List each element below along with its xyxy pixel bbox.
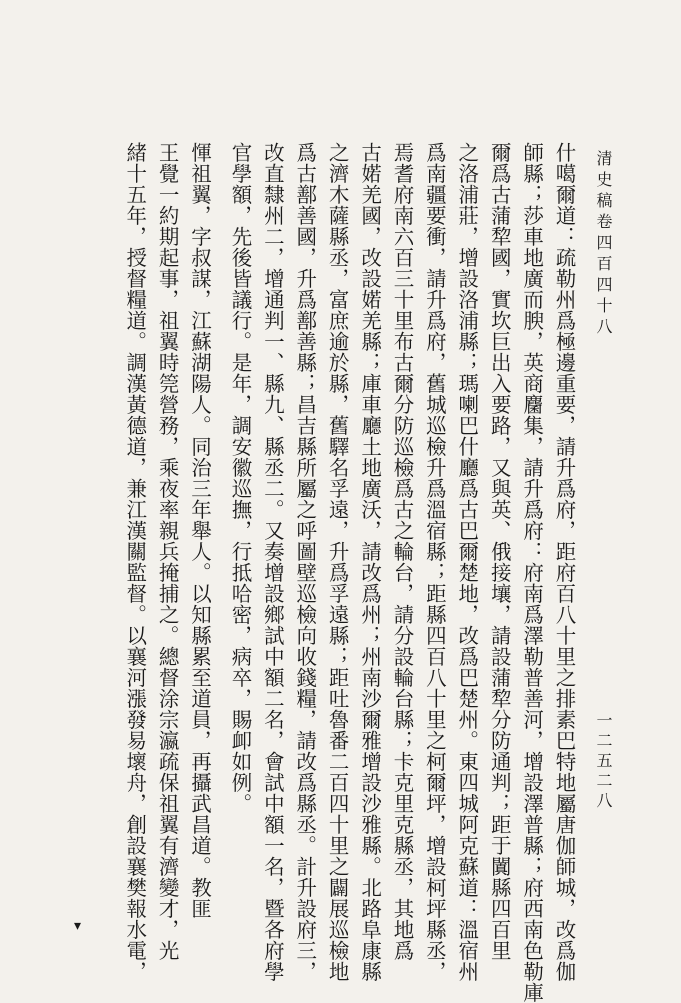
page-number: 一二五二八 (594, 712, 613, 812)
text-column: 古婼羌國，改設婼羌縣；庫車廳土地廣沃，請改爲州；州南沙爾雅增設沙雅縣。北路阜康縣 (357, 142, 382, 982)
text-column: 惲祖翼，字叔謀，江蘇湖陽人。同治三年舉人。以知縣累至道員，再攝武昌道。教匪 (187, 142, 212, 919)
paragraph-gap (216, 142, 224, 967)
text-column: 之濟木薩縣丞，富庶逾於縣，舊驛名孚遠，升爲孚遠縣；距吐魯番二百四十里之闢展巡檢地 (325, 142, 350, 982)
text-column: 焉耆府南六百三十里布古爾分防巡檢爲古之輪台，請分設輪台縣；卡克里克縣丞，其地爲 (389, 142, 414, 961)
body-text (118, 142, 580, 1003)
text-column: 緒十五年，授督糧道。調漢黃德道，兼江漢關監督。以襄河漲發易壞舟，創設襄樊報水電， (122, 142, 147, 982)
text-column: 官學額，先後皆議行。是年，調安徽巡撫，行抵哈密，病卒，賜卹如例。 (227, 142, 252, 814)
text-column: 爾爲古蒲犂國，實坎巨出入要路，又與英、俄接壤，請設蒲犂分防通判；距于闐縣四百里 (487, 142, 512, 961)
margin-mark: ▾ (74, 918, 82, 934)
text-column: 王覺一約期起事，祖翼時筦營務，乘夜率親兵掩捕之。總督涂宗瀛疏保祖翼有濟變才，光 (155, 142, 180, 961)
text-column: 爲古鄯善國，升爲鄯善縣；昌吉縣所屬之呼圖壁巡檢向收錢糧，請改爲縣丞。計升設府三， (292, 142, 317, 982)
text-column: 師縣；莎車地廣而腴，英商麕集，請升爲府：府南爲澤勒普善河，增設澤普縣；府西南色勒庫 (519, 142, 544, 1003)
running-header: 清史稿卷四百四十八 (594, 150, 613, 339)
text-column: 改直隸州二，增通判一、縣九、縣丞二。又奏增設鄉試中額二名，會試中額一名，暨各府學 (260, 142, 285, 982)
text-column: 爲南疆要衝，請升爲府，舊城巡檢升爲溫宿縣；距縣四百八十里之柯爾坪，增設柯坪縣丞， (422, 142, 447, 982)
text-column: 什噶爾道：疏勒州爲極邊重要，請升爲府，距府百八十里之排素巴特地屬唐伽師城，改爲伽 (552, 142, 576, 982)
text-column: 之洛浦莊，增設洛浦縣；瑪喇巴什廳爲古巴爾楚地，改爲巴楚州。東四城阿克蘇道：溫宿州 (454, 142, 479, 982)
